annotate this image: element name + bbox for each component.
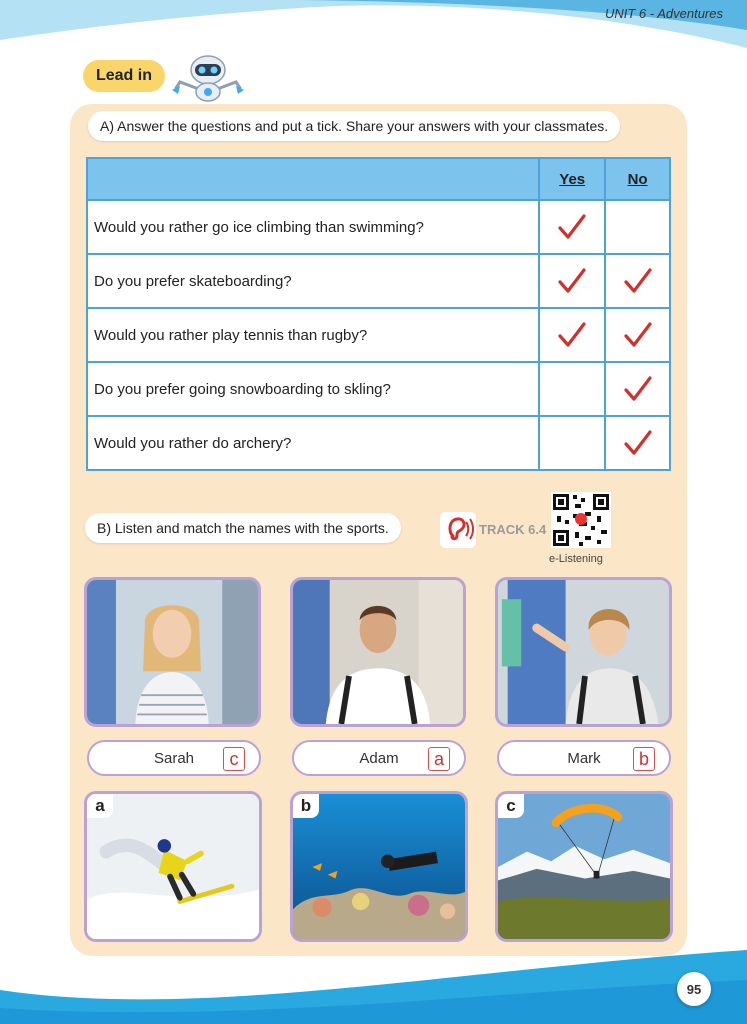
answer-cell-no[interactable]	[605, 362, 670, 416]
track-label: TRACK 6.4	[479, 522, 547, 537]
footer-wave-decoration	[0, 950, 747, 1024]
name-label: Sarah	[153, 749, 195, 767]
photo-mark	[495, 577, 672, 727]
photo-sarah	[84, 577, 261, 727]
question-text: Do you prefer going snowboarding to skling?	[87, 362, 539, 416]
photo-adam	[290, 577, 466, 727]
page-number: 95	[677, 972, 711, 1006]
name-pill-sarah	[87, 740, 261, 776]
answer-cell-no[interactable]	[605, 254, 670, 308]
unit-title: UNIT 6 - Adventures	[604, 6, 723, 21]
answer-cell-yes[interactable]	[539, 254, 605, 308]
lead-in-badge: Lead in	[83, 60, 165, 92]
name-label: Mark	[567, 749, 601, 767]
answer-box[interactable]: c	[223, 747, 245, 771]
question-text: Would you rather do archery?	[87, 416, 539, 470]
question-row	[87, 308, 670, 362]
question-text: Would you rather play tennis than rugby?	[87, 308, 539, 362]
question-row	[87, 200, 670, 254]
answer-cell-yes[interactable]	[539, 308, 605, 362]
name-pill-adam	[292, 740, 466, 776]
answer-cell-no[interactable]	[605, 308, 670, 362]
qr-code-icon[interactable]	[551, 492, 611, 548]
name-pill-mark	[497, 740, 671, 776]
answer-cell-yes[interactable]	[539, 362, 605, 416]
tick-mark-icon	[623, 375, 653, 403]
tick-mark-icon	[623, 267, 653, 295]
question-text: Would you rather go ice climbing than swimming?	[87, 200, 539, 254]
answer-cell-no[interactable]	[605, 416, 670, 470]
sport-letter: a	[87, 794, 113, 818]
sport-photo-c	[495, 791, 673, 942]
tick-mark-icon	[557, 321, 587, 349]
name-label: Adam	[359, 749, 399, 767]
question-text: Do you prefer skateboarding?	[87, 254, 539, 308]
answer-cell-yes[interactable]	[539, 416, 605, 470]
question-table	[86, 157, 671, 471]
qr-label: e-Listening	[549, 553, 603, 565]
instruction-b: B) Listen and match the names with the sports.	[85, 513, 401, 543]
instruction-a: A) Answer the questions and put a tick. Share your answers with your classmates.	[88, 111, 620, 141]
header-blank	[87, 158, 539, 200]
ear-listening-icon[interactable]	[440, 512, 476, 548]
question-row	[87, 254, 670, 308]
column-yes: Yes	[539, 158, 605, 200]
tick-mark-icon	[557, 267, 587, 295]
sport-letter: b	[293, 794, 319, 818]
tick-mark-icon	[557, 213, 587, 241]
tick-mark-icon	[623, 429, 653, 457]
answer-box[interactable]: b	[633, 747, 655, 771]
question-row	[87, 362, 670, 416]
column-no: No	[605, 158, 670, 200]
tick-mark-icon	[623, 321, 653, 349]
sport-photo-b	[290, 791, 468, 942]
answer-cell-yes[interactable]	[539, 200, 605, 254]
answer-cell-no[interactable]	[605, 200, 670, 254]
robot-mascot-icon	[170, 52, 246, 104]
sport-letter: c	[498, 794, 524, 818]
sport-photo-a	[84, 791, 262, 942]
answer-box[interactable]: a	[428, 747, 450, 771]
question-row	[87, 416, 670, 470]
